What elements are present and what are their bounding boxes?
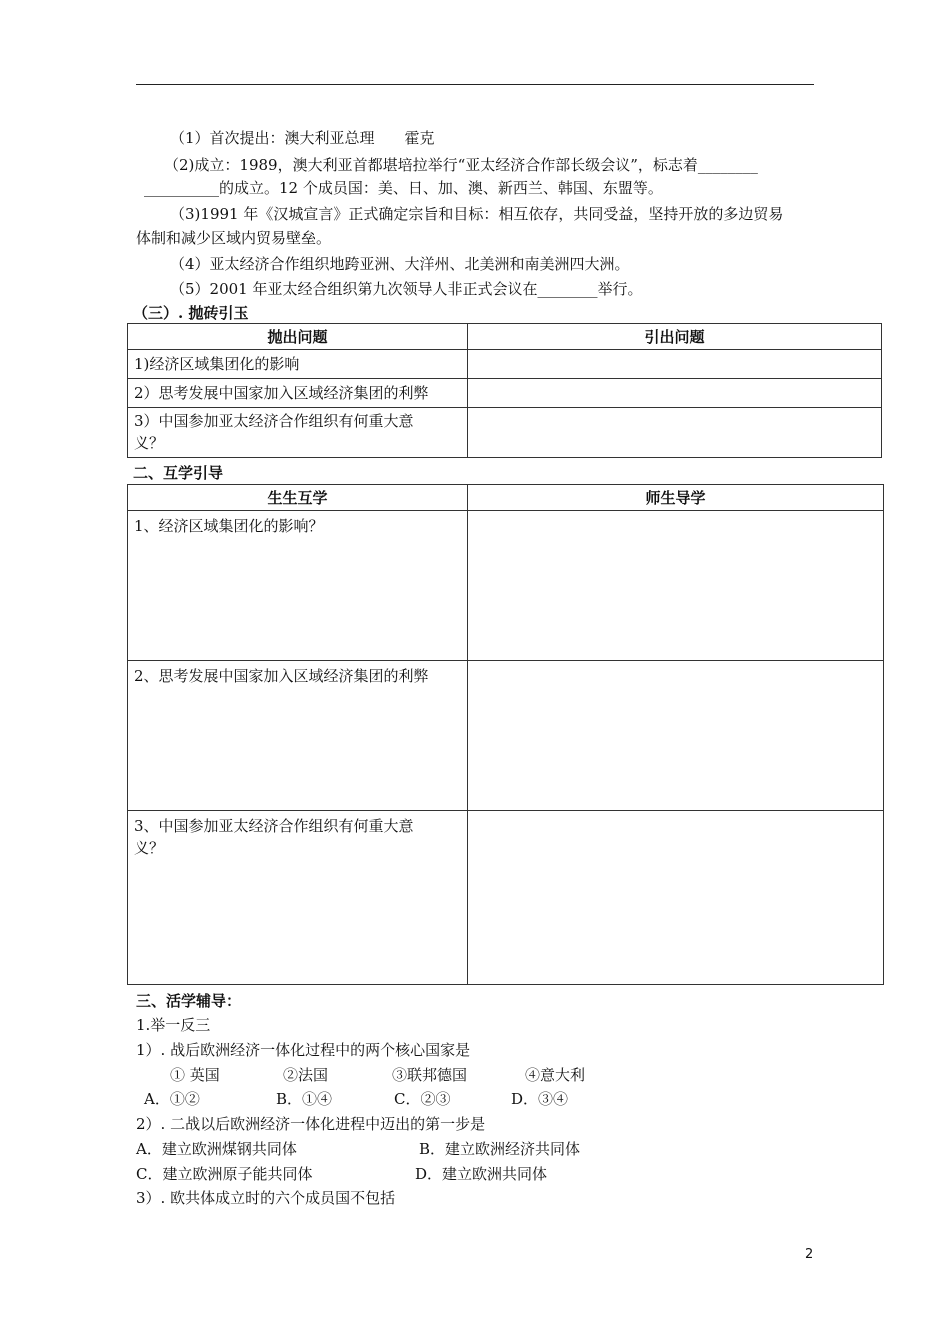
section-title-paozhuan: （三）. 抛砖引玉 <box>133 304 249 322</box>
subsection-title: 1.举一反三 <box>136 1016 211 1034</box>
header-shisheng: 师生导学 <box>468 485 884 511</box>
huxue-table <box>127 484 884 985</box>
apec-item-1: （1）首次提出：澳大利亚总理 霍克 <box>170 129 435 147</box>
question-line: 义？ <box>134 839 165 857</box>
table-row-question: 1)经济区域集团化的影响 <box>128 350 468 379</box>
answer-cell[interactable] <box>468 661 884 811</box>
apec-item-5: （5）2001 年亚太经合组织第九次领导人非正式会议在________举行。 <box>170 280 643 298</box>
question-1: 1）. 战后欧洲经济一体化过程中的两个核心国家是 <box>136 1041 471 1059</box>
q1-option-2: ②法国 <box>283 1066 329 1084</box>
section-title-huoxue: 三、活学辅导： <box>136 992 242 1010</box>
paozhuan-table <box>127 323 882 458</box>
apec-item-3-line1: （3)1991 年《汉城宣言》正式确定宗旨和目标：相互依存，共同受益，坚持开放的多边贸易 <box>170 205 784 223</box>
question-line: 3）中国参加亚太经济合作组织有何重大意 <box>134 412 414 430</box>
question-line: 3、中国参加亚太经济合作组织有何重大意 <box>134 817 414 835</box>
q2-choice-a[interactable]: A．建立欧洲煤钢共同体 <box>136 1140 297 1158</box>
header-rule <box>136 84 814 85</box>
q1-choice-b[interactable]: B．①④ <box>276 1090 333 1108</box>
apec-item-2-line2: __________的成立。12 个成员国：美、日、加、澳、新西兰、韩国、东盟等。 <box>144 179 663 197</box>
table-row-question: 1、经济区域集团化的影响？ <box>128 511 468 661</box>
table-row-question <box>128 408 468 458</box>
table-row-question <box>128 811 468 985</box>
q1-choice-c[interactable]: C．②③ <box>394 1090 451 1108</box>
section-title-huxue: 二、互学引导 <box>133 464 224 482</box>
q1-option-4: ④意大利 <box>525 1066 586 1084</box>
header-yinchu: 引出问题 <box>468 324 882 350</box>
answer-cell[interactable] <box>468 379 882 408</box>
apec-item-4: （4）亚太经济合作组织地跨亚洲、大洋州、北美洲和南美洲四大洲。 <box>170 255 630 273</box>
question-3: 3）. 欧共体成立时的六个成员国不包括 <box>136 1189 396 1207</box>
q2-choice-d[interactable]: D．建立欧洲共同体 <box>415 1165 548 1183</box>
q1-choice-a[interactable]: A．①② <box>144 1090 200 1108</box>
answer-cell[interactable] <box>468 408 882 458</box>
q2-choice-c[interactable]: C．建立欧洲原子能共同体 <box>136 1165 313 1183</box>
answer-cell[interactable] <box>468 350 882 379</box>
apec-item-2-line1: （2)成立：1989，澳大利亚首都堪培拉举行“亚太经济合作部长级会议”，标志着________ <box>164 156 758 174</box>
answer-cell[interactable] <box>468 811 884 985</box>
table-row-question: 2）思考发展中国家加入区域经济集团的利弊 <box>128 379 468 408</box>
q2-choice-b[interactable]: B．建立欧洲经济共同体 <box>419 1140 581 1158</box>
apec-item-3-line2: 体制和减少区域内贸易壁垒。 <box>136 229 332 247</box>
header-shengsheng: 生生互学 <box>128 485 468 511</box>
q1-choice-d[interactable]: D．③④ <box>511 1090 569 1108</box>
q1-option-1: ① 英国 <box>170 1066 220 1084</box>
page-number: 2 <box>805 1247 814 1262</box>
question-2: 2）. 二战以后欧洲经济一体化进程中迈出的第一步是 <box>136 1115 486 1133</box>
answer-cell[interactable] <box>468 511 884 661</box>
question-line: 义？ <box>134 434 165 452</box>
q1-option-3: ③联邦德国 <box>392 1066 468 1084</box>
header-paochu: 抛出问题 <box>128 324 468 350</box>
table-row-question: 2、思考发展中国家加入区域经济集团的利弊 <box>128 661 468 811</box>
